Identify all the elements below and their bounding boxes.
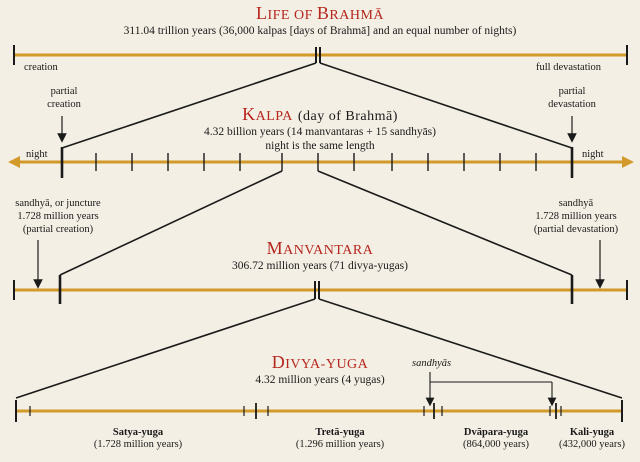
sandhyas-label: sandhyās [412,358,452,369]
sandhya-left-note-line3: (partial creation) [22,224,94,235]
manvantara-title: MANVANTARA [266,238,374,258]
divya-yuga-timeline [16,400,622,422]
sandhya-right-note-line1: sandhyā [558,198,594,209]
kalpa-subtitle-line2: night is the same length [265,140,375,152]
night-right-label: night [582,149,604,160]
manvantara-subtitle: 306.72 million years (71 divya-yugas) [232,260,408,272]
sandhya-right-note-line2: 1.728 million years [535,211,617,222]
divya-yuga-title: DIVYA-YUGA [271,352,369,372]
partial-devastation-label-line2: devastation [548,99,596,110]
life-subtitle: 311.04 trillion years (36,000 kalpas [days of Brahmā] and an equal number of nights) [123,25,517,37]
life-of-brahma-title: LIFE OF BRAHMĀ [255,3,385,23]
divya-yuga-subtitle: 4.32 million years (4 yugas) [255,374,385,386]
yuga-satya: Satya-yuga (1.728 million years) [93,427,183,451]
partial-creation-label-line2: creation [47,99,81,110]
yuga-treta: Tretā-yuga (1.296 million years) [295,427,385,451]
kalpa-title: KALPA (day of Brahmā) [242,104,398,124]
night-left-label: night [26,149,48,160]
kalpa-subtitle-line1: 4.32 billion years (14 manvantaras + 15 sandhyās) [204,126,436,138]
sandhyas-arrows [430,372,552,402]
sandhya-left-note-line1: sandhyā, or juncture [15,198,101,209]
yuga-kali: Kali-yuga (432,000 years) [559,427,625,451]
partial-creation-label-line1: partial [50,86,78,97]
partial-devastation-label-line1: partial [558,86,586,97]
sandhya-right-note-line3: (partial devastation) [533,224,619,235]
full-devastation-label: full devastation [536,62,602,73]
yuga-dvapara: Dvāpara-yuga (864,000 years) [463,427,529,451]
creation-label: creation [24,62,58,73]
sandhya-left-note-line2: 1.728 million years [17,211,99,222]
